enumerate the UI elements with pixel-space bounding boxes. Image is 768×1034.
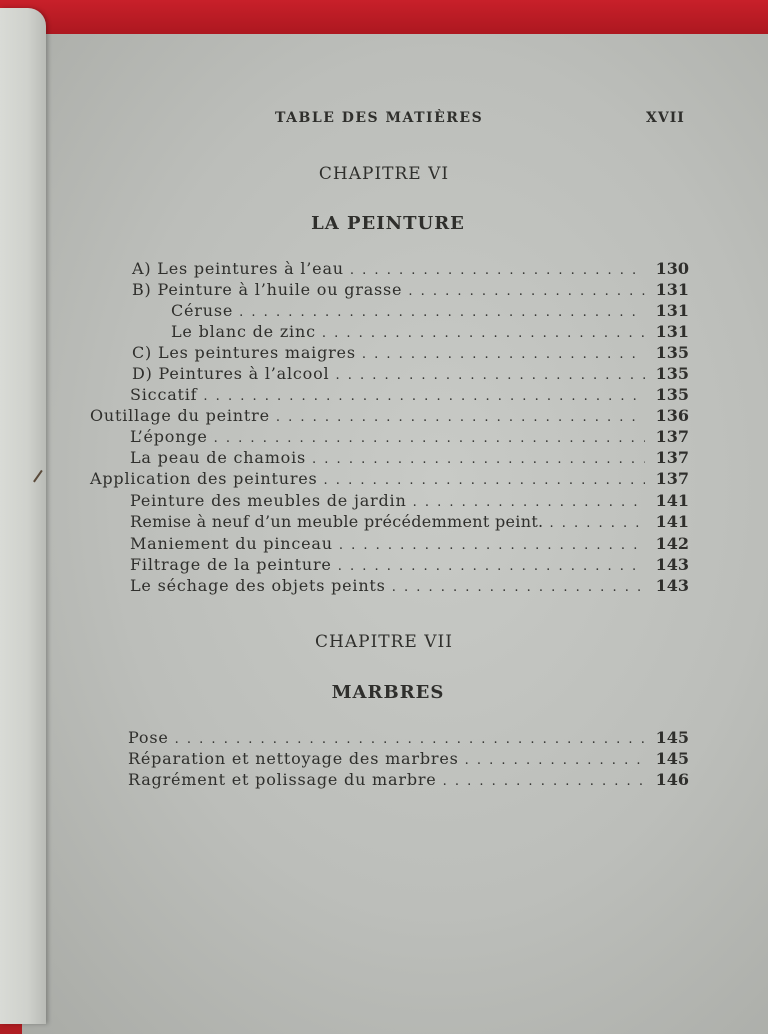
toc-entry <box>132 364 689 385</box>
toc-entry-page: 137 <box>655 448 689 467</box>
leader-dots <box>203 389 645 404</box>
toc-entry <box>130 448 689 469</box>
toc-entry-page: 131 <box>655 280 689 299</box>
toc-entry-page: 143 <box>655 555 689 574</box>
leader-dots <box>239 305 645 320</box>
toc-entry-page: 135 <box>655 364 689 383</box>
toc-entry <box>128 728 689 749</box>
toc-entry-page: 143 <box>655 576 689 595</box>
toc-entry <box>130 534 689 555</box>
page-numeral: XVII <box>646 110 685 126</box>
chapter-7-heading: CHAPITRE VII <box>315 632 453 652</box>
chapter-6-heading: CHAPITRE VI <box>318 164 450 184</box>
toc-entry-label: D) Peintures à l’alcool <box>132 364 330 383</box>
toc-entry-label: L’éponge <box>130 427 208 446</box>
toc-entry-page: 141 <box>655 512 689 531</box>
leader-dots <box>338 559 645 574</box>
leader-dots <box>339 538 645 553</box>
leader-dots <box>408 284 645 299</box>
toc-entry <box>130 491 689 512</box>
toc-entry <box>171 301 689 322</box>
leader-dots <box>465 753 645 768</box>
toc-entry-page: 137 <box>655 469 689 488</box>
toc-entry-page: 135 <box>655 343 689 362</box>
toc-entry <box>132 343 689 364</box>
toc-entry <box>130 555 689 576</box>
toc-entry-label: La peau de chamois <box>130 448 307 467</box>
toc-entry-page: 142 <box>655 534 689 553</box>
leader-dots <box>443 774 645 789</box>
toc-entry-page: 145 <box>655 728 689 747</box>
toc-entry-label: Le séchage des objets peints <box>130 576 386 595</box>
toc-entry <box>130 427 689 448</box>
toc-entry-label: Le blanc de zinc <box>171 322 316 341</box>
toc-entry-label: C) Les peintures maigres <box>132 343 356 362</box>
leader-dots <box>549 516 645 531</box>
toc-entry-label: Maniement du pinceau <box>130 534 333 553</box>
leader-dots <box>214 431 645 446</box>
toc-entry-label: Application des peintures <box>90 469 318 488</box>
toc-entry-label: Outillage du peintre <box>90 406 270 425</box>
toc-entry-label: Ragrément et polissage du marbre <box>128 770 437 789</box>
toc-entry-label: Pose <box>128 728 169 747</box>
leader-dots <box>362 347 645 362</box>
toc-entry <box>90 469 689 490</box>
toc-entry-page: 145 <box>655 749 689 768</box>
leader-dots <box>312 452 645 467</box>
toc-entry <box>171 322 689 343</box>
leader-dots <box>322 326 645 341</box>
toc-entry-label: Céruse <box>171 301 234 320</box>
leader-dots <box>276 410 645 425</box>
leader-dots <box>392 580 645 595</box>
toc-entry <box>130 576 689 597</box>
left-page-edge <box>0 8 46 1024</box>
leader-dots <box>324 473 645 488</box>
toc-entry <box>128 749 689 770</box>
toc-entry-label: Peinture des meubles de jardin <box>130 491 407 510</box>
toc-entry-page: 131 <box>655 322 689 341</box>
toc-entry-label: Filtrage de la peinture <box>130 555 332 574</box>
toc-entry-page: 146 <box>655 770 689 789</box>
leader-dots <box>335 368 645 383</box>
toc-entry <box>130 512 689 533</box>
leader-dots <box>175 732 645 747</box>
toc-entry-page: 141 <box>655 491 689 510</box>
leader-dots <box>413 495 645 510</box>
toc-entry-label: B) Peinture à l’huile ou grasse <box>132 280 403 299</box>
toc-entry-page: 135 <box>655 385 689 404</box>
toc-entry-label: Remise à neuf d’un meuble précédemment peint. <box>130 512 544 531</box>
toc-entry-label: Siccatif <box>130 385 198 404</box>
leader-dots <box>350 263 645 278</box>
toc-entry <box>130 385 689 406</box>
chapter-6-title: LA PEINTURE <box>311 213 465 234</box>
toc-entry <box>90 406 689 427</box>
toc-entry <box>132 280 689 301</box>
toc-entry-page: 131 <box>655 301 689 320</box>
toc-entry-label: A) Les peintures à l’eau <box>132 259 344 278</box>
toc-entry-label: Réparation et nettoyage des marbres <box>128 749 459 768</box>
toc-entry <box>128 770 689 791</box>
running-title: TABLE DES MATIÈRES <box>275 110 484 126</box>
toc-entry-page: 130 <box>655 259 689 278</box>
toc-entry <box>132 259 689 280</box>
toc-entry-page: 136 <box>655 406 689 425</box>
chapter-7-title: MARBRES <box>331 682 445 703</box>
toc-entry-page: 137 <box>655 427 689 446</box>
